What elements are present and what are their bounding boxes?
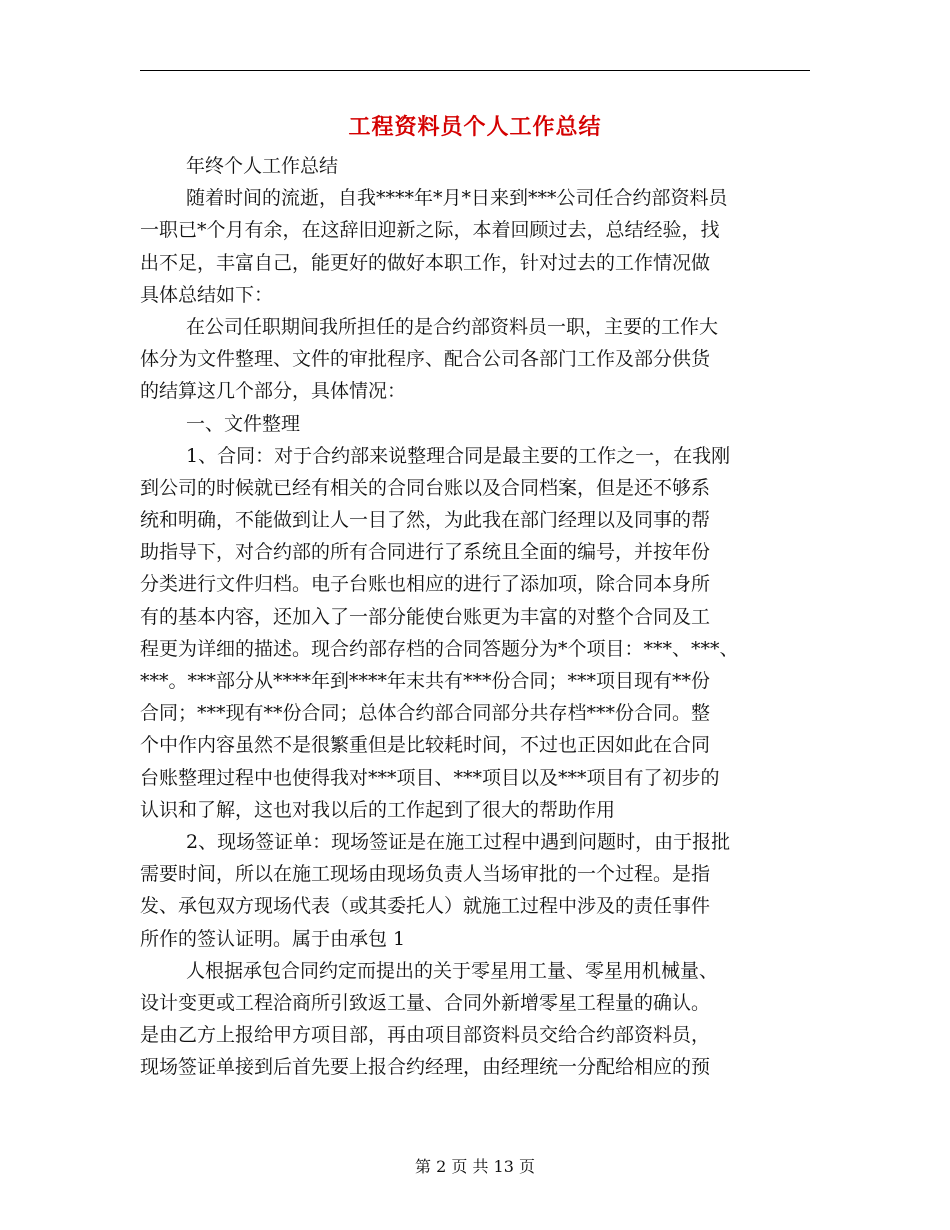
text-line: 个中作内容虽然不是很繁重但是比较耗时间，不过也正因如此在合同 bbox=[140, 734, 711, 757]
text-line: 台账整理过程中也使得我对***项目、***项目以及***项目有了初步的 bbox=[140, 766, 720, 789]
text-line: 人根据承包合同约定而提出的关于零星用工量、零星用机械量、 bbox=[186, 959, 719, 982]
text-line: 需要时间，所以在施工现场由现场负责人当场审批的一个过程。是指 bbox=[140, 863, 711, 886]
text-line: 一、文件整理 bbox=[186, 412, 301, 435]
text-line: 有的基本内容，还加入了一部分能使台账更为丰富的对整个合同及工 bbox=[140, 605, 711, 628]
text-line: ***。***部分从****年到****年末共有***份合同；***项目现有**份 bbox=[140, 670, 711, 692]
text-line: 助指导下，对合约部的所有合同进行了系统且全面的编号，并按年份 bbox=[140, 541, 711, 564]
text-line: 设计变更或工程洽商所引致返工量、合同外新增零星工程量的确认。 bbox=[140, 991, 711, 1014]
text-line: 现场签证单接到后首先要上报合约经理，由经理统一分配给相应的预 bbox=[140, 1056, 711, 1079]
text-line: 发、承包双方现场代表（或其委托人）就施工过程中涉及的责任事件 bbox=[140, 895, 711, 918]
document-body bbox=[140, 150, 820, 1083]
text-line: 程更为详细的描述。现合约部存档的合同答题分为*个项目：***、***、 bbox=[140, 637, 739, 660]
text-line: 年终个人工作总结 bbox=[186, 155, 339, 177]
text-line: 所作的签认证明。属于由承包 1 bbox=[140, 927, 406, 950]
header-rule bbox=[140, 70, 810, 71]
document-title: 工程资料员个人工作总结 bbox=[348, 114, 602, 140]
page-footer: 第 2 页 共 13 页 bbox=[415, 1157, 535, 1176]
text-line: 到公司的时候就已经有相关的合同台账以及合同档案，但是还不够系 bbox=[140, 476, 711, 499]
text-line: 在公司任职期间我所担任的是合约部资料员一职，主要的工作大 bbox=[186, 315, 719, 338]
text-line: 出不足，丰富自己，能更好的做好本职工作，针对过去的工作情况做 bbox=[140, 251, 711, 274]
text-line: 是由乙方上报给甲方项目部，再由项目部资料员交给合约部资料员， bbox=[140, 1024, 711, 1047]
text-line: 合同；***现有**份合同；总体合约部合同部分共存档***份合同。整 bbox=[140, 702, 711, 725]
text-line: 具体总结如下： bbox=[140, 283, 274, 306]
text-line: 1、合同：对于合约部来说整理合同是最主要的工作之一，在我刚 bbox=[186, 444, 731, 467]
text-line: 随着时间的流逝，自我****年*月*日来到***公司任合约部资料员 bbox=[186, 187, 728, 210]
text-line: 体分为文件整理、文件的审批程序、配合公司各部门工作及部分供货 bbox=[140, 348, 711, 371]
text-line: 一职已*个月有余，在这辞旧迎新之际，本着回顾过去，总结经验，找 bbox=[140, 219, 720, 242]
text-line: 统和明确，不能做到让人一目了然，为此我在部门经理以及同事的帮 bbox=[140, 509, 711, 532]
text-line: 认识和了解，这也对我以后的工作起到了很大的帮助作用 bbox=[140, 798, 616, 821]
text-line: 2、现场签证单：现场签证是在施工过程中遇到问题时，由于报批 bbox=[186, 830, 731, 853]
text-line: 分类进行文件归档。电子台账也相应的进行了添加项，除合同本身所 bbox=[140, 573, 711, 596]
text-line: 的结算这几个部分，具体情况： bbox=[140, 380, 407, 403]
